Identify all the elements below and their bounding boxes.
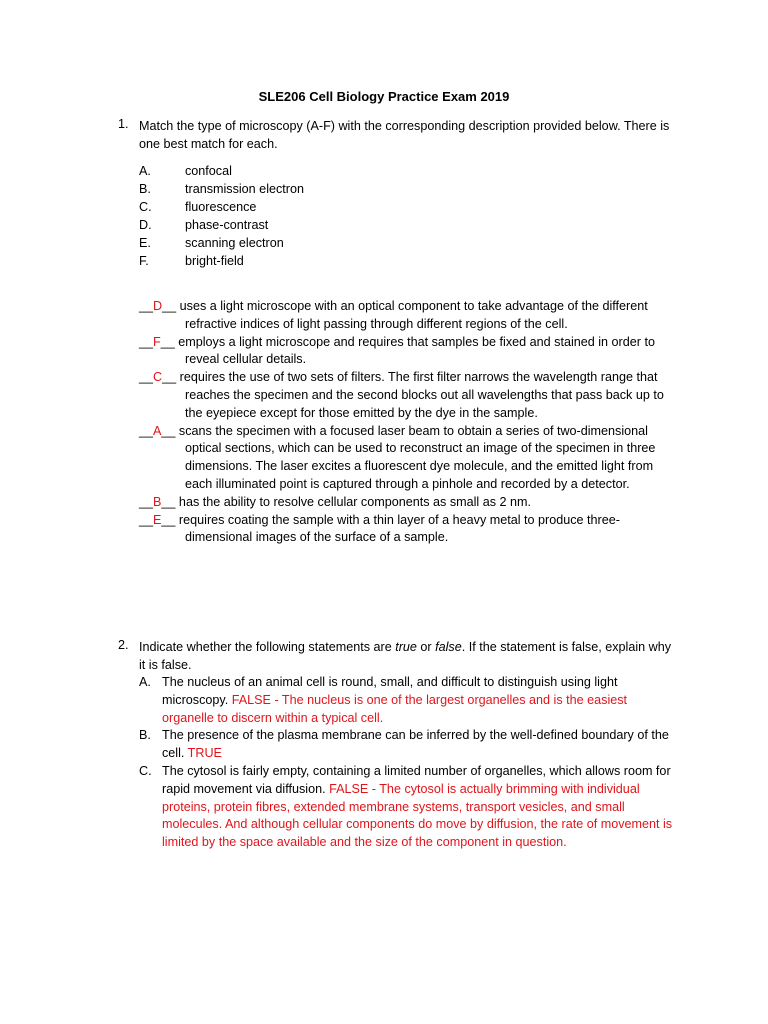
answer-letter: E <box>153 512 162 527</box>
match-description: employs a light microscope and requires that samples be fixed and stained in order to reveal cellular details. <box>174 334 655 367</box>
option-letter: D. <box>139 218 152 232</box>
statement-item <box>139 727 678 763</box>
option-letter: A. <box>139 164 151 178</box>
prompt-false: false <box>435 640 462 654</box>
option-item <box>139 234 678 252</box>
option-item <box>139 180 678 198</box>
answer-blank-right: __ <box>161 494 176 509</box>
option-letter: C. <box>139 200 152 214</box>
answer-blank-left: __ <box>139 423 154 438</box>
question-1 <box>118 117 678 547</box>
option-text: scanning electron <box>185 236 284 250</box>
prompt-text: Indicate whether the following statements are <box>139 640 396 654</box>
question-number: 1. <box>118 117 129 131</box>
statement-answer: TRUE <box>187 746 222 761</box>
question-2 <box>118 638 678 852</box>
match-item <box>139 334 678 370</box>
answer-blank-left: __ <box>139 512 154 527</box>
match-item <box>139 494 678 512</box>
option-item <box>139 252 678 270</box>
prompt-text: . If the statement is false, explain why it is false. <box>139 640 672 672</box>
match-description: requires coating the sample with a thin layer of a heavy metal to produce three-dimensional images of the surface of a sample. <box>175 512 620 545</box>
match-item <box>139 298 678 334</box>
answer-blank-right: __ <box>161 423 176 438</box>
statement-item <box>139 674 678 727</box>
prompt-text: or <box>416 640 436 654</box>
statement-letter: C. <box>139 763 152 778</box>
option-text: confocal <box>185 164 232 178</box>
match-item <box>139 423 678 494</box>
statement-text: The presence of the plasma membrane can be inferred by the well-defined boundary of the cell. <box>162 728 669 761</box>
match-item <box>139 369 678 422</box>
option-text: bright-field <box>185 254 244 268</box>
match-list <box>139 298 678 547</box>
statement-text: The cytosol is fairly empty, containing a limited number of organelles, which allows room for rapid movement via diffusion. <box>162 763 671 796</box>
answer-blank-right: __ <box>160 334 175 349</box>
answer-blank-left: __ <box>139 370 154 385</box>
answer-blank-right: __ <box>162 299 177 313</box>
answer-letter: F <box>153 334 161 349</box>
answer-blank-left: __ <box>139 334 154 349</box>
microscopy-options <box>139 162 678 270</box>
statement-answer: FALSE - The nucleus is one of the largest organelles and is the easiest organelle to discern within a typical cell. <box>162 692 628 725</box>
statement-text: The nucleus of an animal cell is round, small, and difficult to distinguish using light microscopy. <box>162 675 618 707</box>
prompt-true: true <box>395 640 417 654</box>
option-text: transmission electron <box>185 182 304 196</box>
option-letter: E. <box>139 236 151 250</box>
option-text: phase-contrast <box>185 218 269 232</box>
option-item <box>139 198 678 216</box>
statement-letter: A. <box>139 675 151 689</box>
statement-item <box>139 763 678 852</box>
question-number: 2. <box>118 638 129 652</box>
match-description: scans the specimen with a focused laser beam to obtain a series of two-dimensional optical sections, which can be used to reconstruct an image of the specimen in three dimensions. The laser excites a fluorescent dye molecule, and the emitted light from each illuminated point is captured through a pinhole and recorded by a detector. <box>175 423 656 491</box>
statement-letter: B. <box>139 728 151 743</box>
answer-letter: D <box>153 299 163 313</box>
answer-blank-right: __ <box>161 512 176 527</box>
match-item <box>139 512 678 548</box>
answer-blank-left: __ <box>139 494 154 509</box>
answer-blank-right: __ <box>162 370 177 385</box>
question-prompt <box>139 638 678 674</box>
option-item <box>139 216 678 234</box>
question-prompt: Match the type of microscopy (A-F) with the corresponding description provided below. There is one best match for each. <box>139 119 670 151</box>
option-item <box>139 162 678 180</box>
answer-letter: A <box>153 423 162 438</box>
page-title: SLE206 Cell Biology Practice Exam 2019 <box>258 89 510 104</box>
match-description: requires the use of two sets of filters. The first filter narrows the wavelength range that reaches the specimen and the second blocks out all wavelengths that pass back up to the eyepiece except for those emitted by the dye in the sample. <box>176 370 664 420</box>
match-description: has the ability to resolve cellular components as small as 2 nm. <box>175 494 532 509</box>
option-letter: B. <box>139 182 151 196</box>
option-text: fluorescence <box>185 200 257 214</box>
statement-answer: FALSE - The cytosol is actually brimming with individual proteins, protein fibres, extended membrane systems, transport vesicles, and small molecules. And although cellular components do move by diffusion, the rate of movement is limited by the space available and the size of the component in question. <box>162 781 673 850</box>
answer-blank-left: __ <box>139 299 154 313</box>
option-letter: F. <box>139 254 149 268</box>
true-false-list <box>139 674 678 852</box>
answer-letter: B <box>153 494 162 509</box>
match-description: uses a light microscope with an optical component to take advantage of the different refractive indices of light passing through different regions of the cell. <box>176 299 648 331</box>
answer-letter: C <box>153 370 163 385</box>
